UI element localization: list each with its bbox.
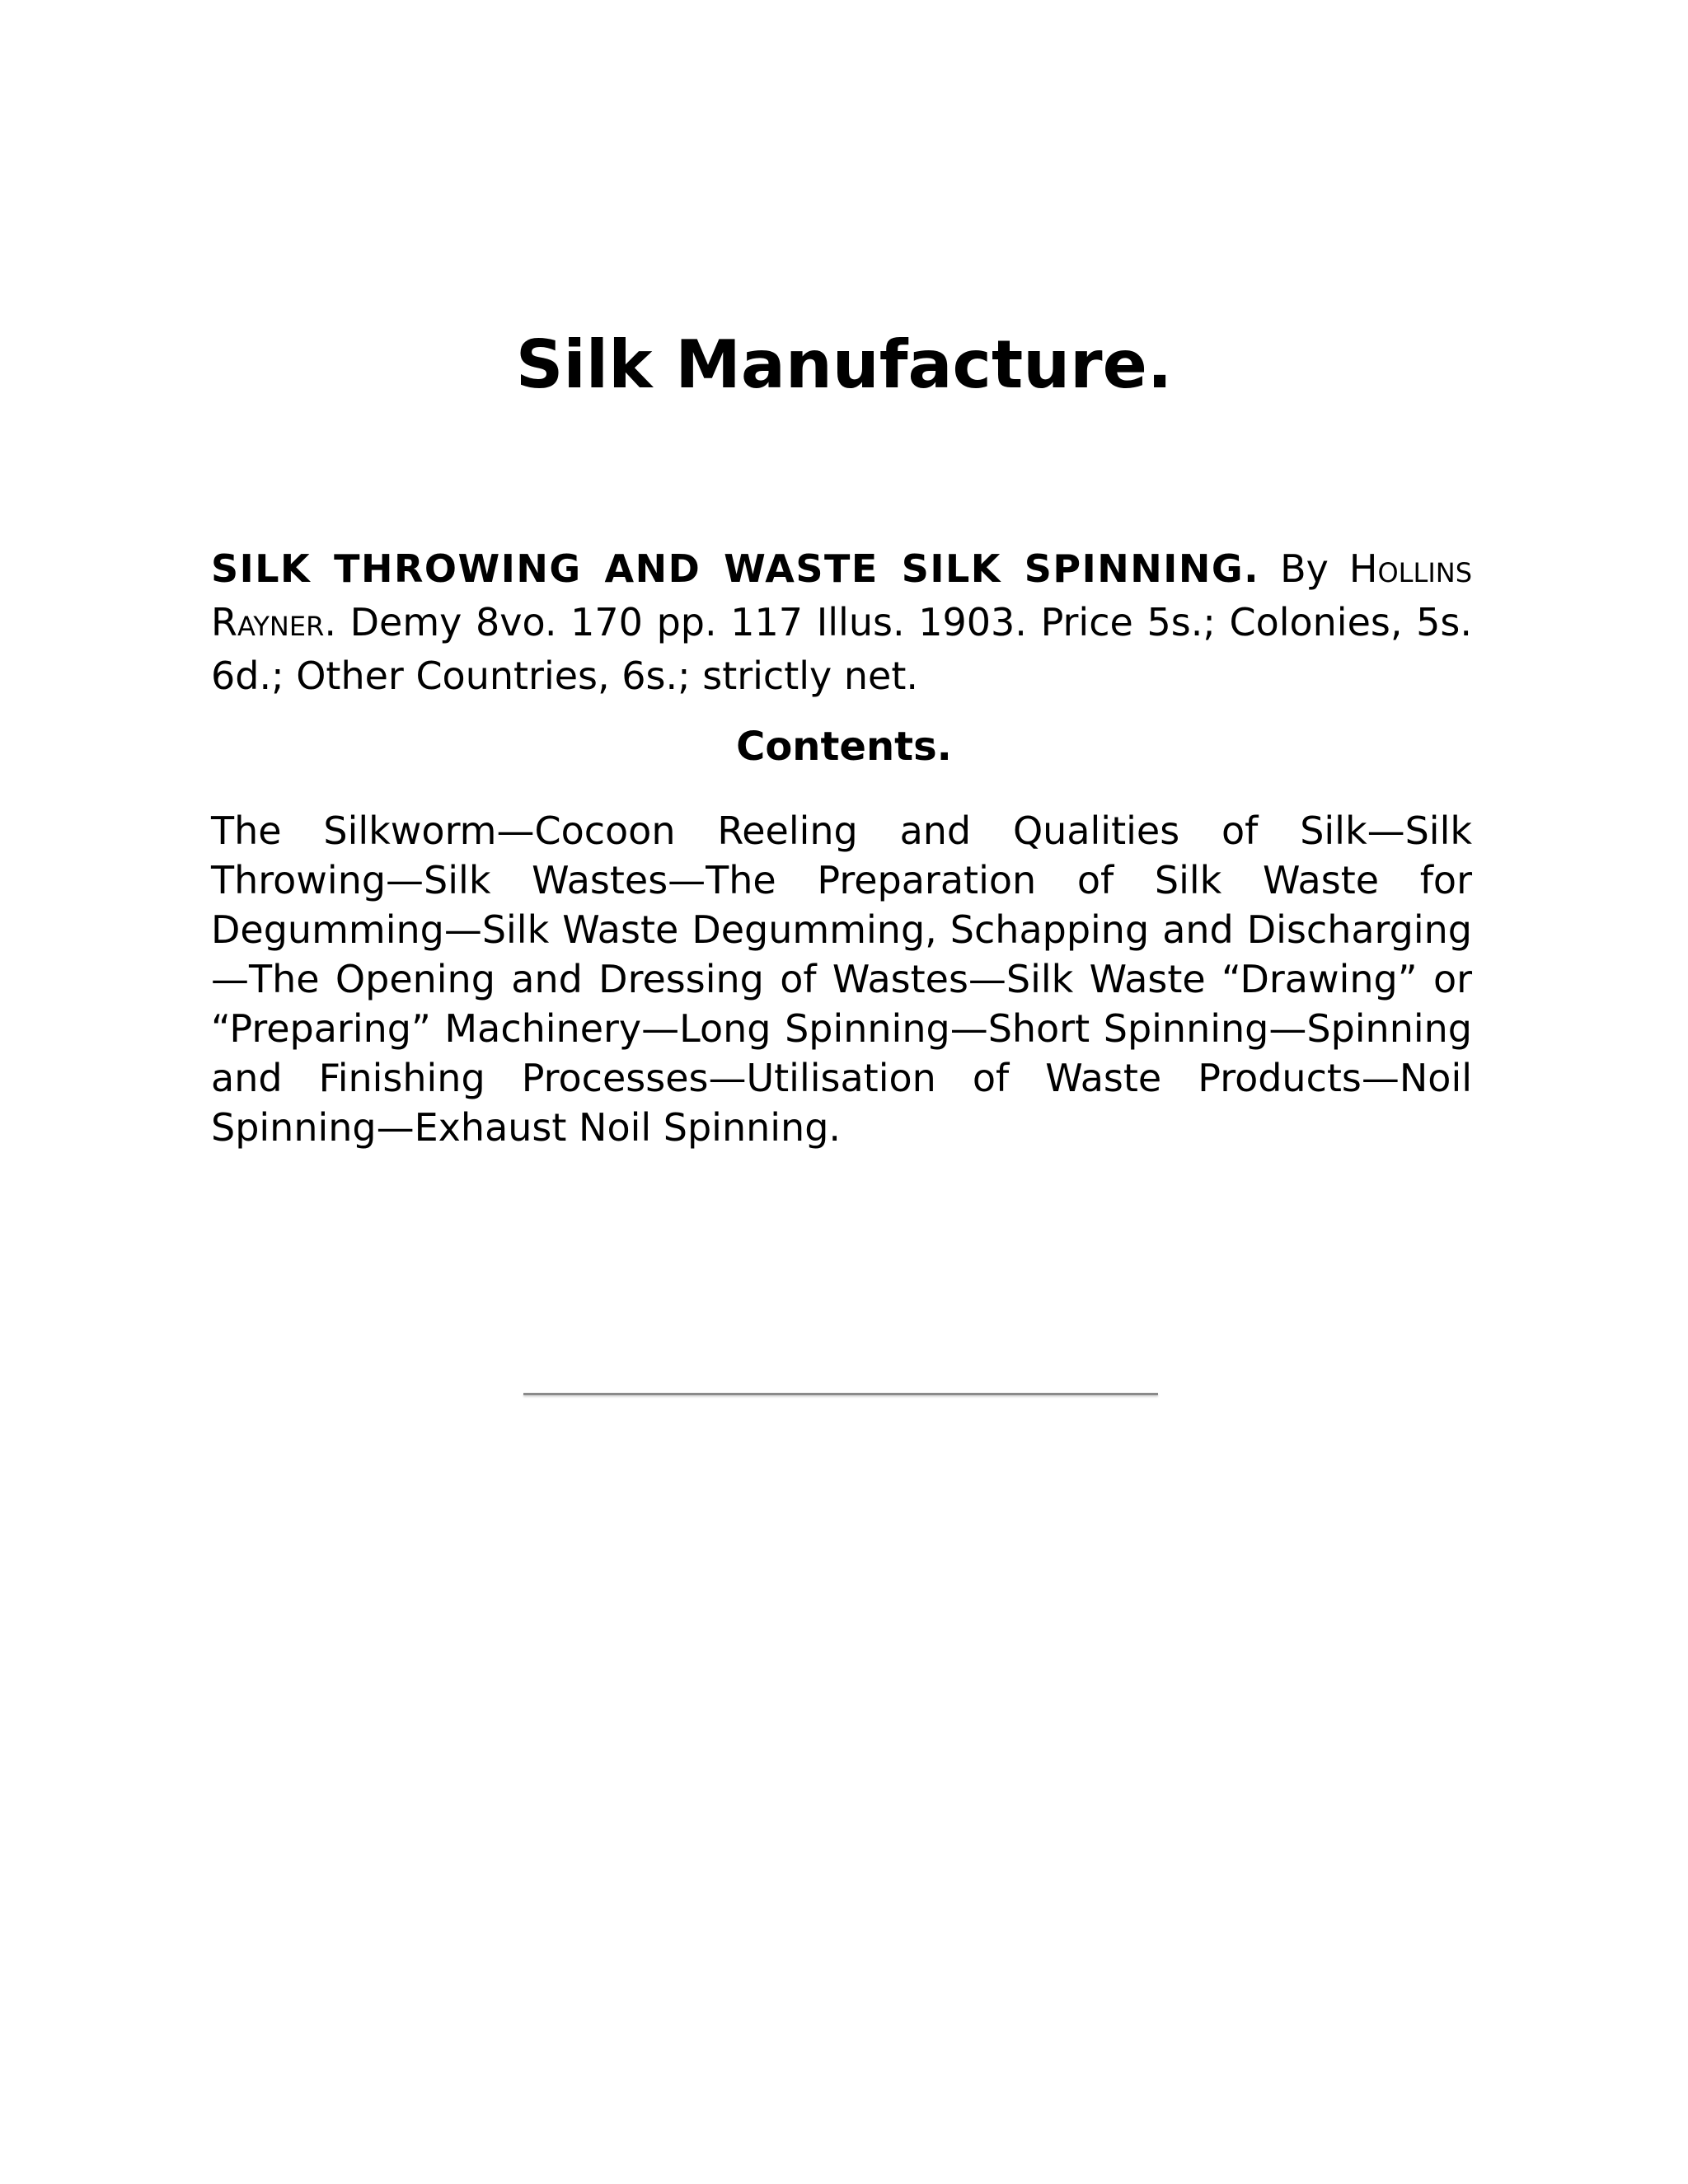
book-title: SILK THROWING AND WASTE SILK SPINNING. — [211, 546, 1260, 591]
author-first-initial: H — [1348, 546, 1378, 591]
by-label: By — [1280, 546, 1329, 591]
page-heading: Silk Manufacture. — [515, 326, 1173, 403]
contents-heading: Contents. — [736, 724, 952, 770]
author-last-rest: AYNER — [237, 611, 325, 642]
author-last-name — [211, 600, 324, 644]
book-entry — [211, 544, 1472, 701]
author-first-rest: OLLINS — [1377, 557, 1473, 588]
horizontal-rule — [523, 1393, 1158, 1395]
contents-text: The Silkworm—Cocoon Reeling and Qualities of Silk—Silk Throwing—Silk Wastes—The Preparation of Silk Waste for Degumming—Silk Waste Degumming, Schapping and Discharging—The Opening and Dressing of Wastes—Silk Waste “Drawing” or “Preparing” Machinery—Long Spinning—Short Spinning—Spinning and Finishing Processes—Utilisation of Waste Products—Noil Spinning—Exhaust Noil Spinning. — [211, 808, 1472, 1150]
book-details: . Demy 8vo. 170 pp. 117 Illus. 1903. Price 5s.; Colonies, 5s. 6d.; Other Countries, 6s.; strictly net. — [211, 600, 1472, 698]
author-first-name — [1349, 546, 1472, 591]
author-last-initial: R — [211, 600, 237, 644]
